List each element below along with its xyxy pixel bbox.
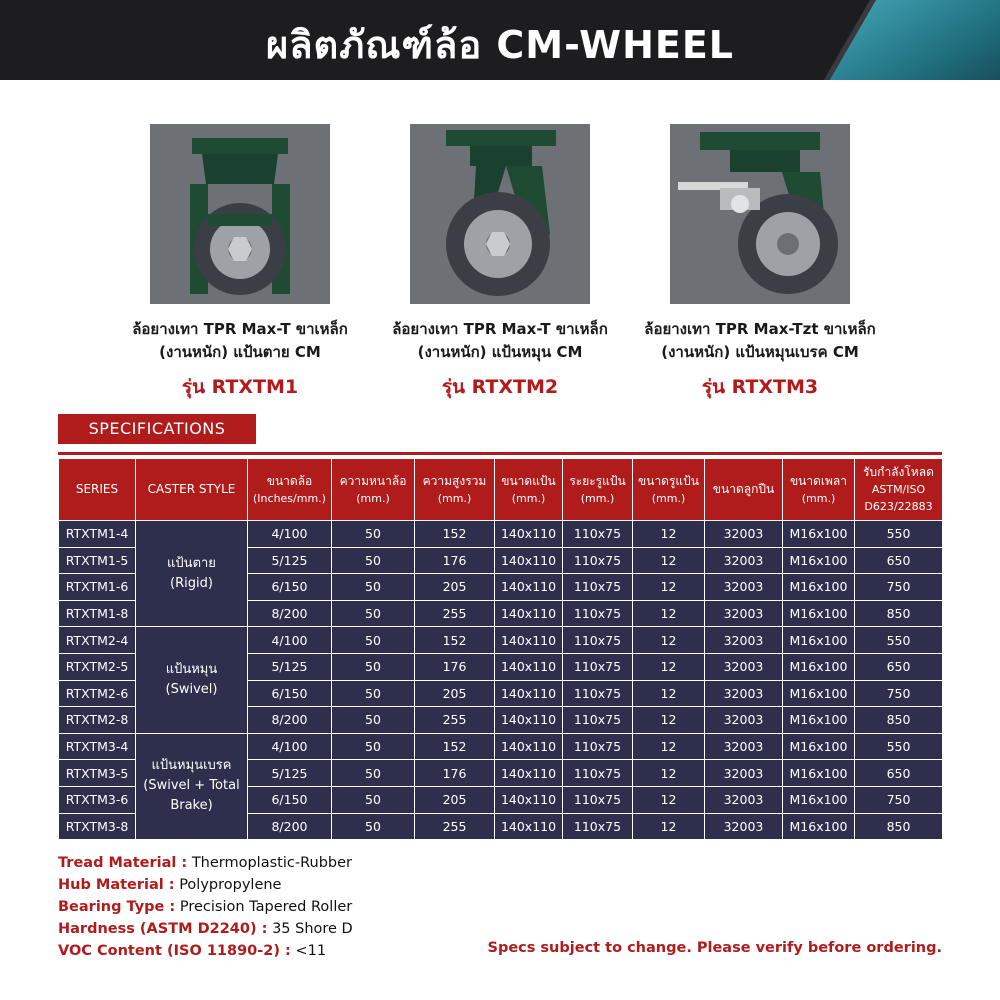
spec-cell: 110x75 (563, 786, 633, 813)
spec-cell: 4/100 (248, 521, 332, 548)
series-cell: RTXTM2-5 (59, 653, 136, 680)
spec-cell: 12 (633, 733, 705, 760)
material-row: Hub Material : Polypropylene (58, 877, 282, 893)
product-card-1 (90, 124, 390, 402)
spec-cell: 255 (415, 813, 495, 840)
spec-cell: 140x110 (495, 600, 563, 627)
spec-cell: 32003 (705, 600, 783, 627)
spec-cell: 32003 (705, 786, 783, 813)
spec-cell: 32003 (705, 733, 783, 760)
spec-cell: 205 (415, 680, 495, 707)
spec-cell: 650 (855, 547, 943, 574)
spec-cell: 550 (855, 521, 943, 548)
material-row: Tread Material : Thermoplastic-Rubber (58, 855, 352, 871)
spec-cell: 32003 (705, 627, 783, 654)
spec-cell: 176 (415, 547, 495, 574)
spec-cell: 8/200 (248, 707, 332, 734)
spec-cell: 550 (855, 733, 943, 760)
series-cell: RTXTM1-5 (59, 547, 136, 574)
spec-cell: 50 (332, 547, 415, 574)
spec-cell: 32003 (705, 653, 783, 680)
caster-swivel-image (410, 124, 590, 304)
spec-cell: 750 (855, 680, 943, 707)
spec-cell: 4/100 (248, 733, 332, 760)
product-card-2 (350, 124, 650, 402)
product-desc-line1: ล้อยางเทา TPR Max-T ขาเหล็ก (132, 320, 348, 338)
series-cell: RTXTM2-6 (59, 680, 136, 707)
caster-style-text: แป้นหมุน (165, 662, 218, 678)
spec-cell: 50 (332, 521, 415, 548)
spec-cell: 140x110 (495, 653, 563, 680)
product-card-3 (610, 124, 910, 402)
spec-cell: 12 (633, 574, 705, 601)
spec-cell: 12 (633, 813, 705, 840)
spec-cell: 12 (633, 760, 705, 787)
spec-cell: 205 (415, 786, 495, 813)
spec-cell: 110x75 (563, 600, 633, 627)
spec-cell: 4/100 (248, 627, 332, 654)
spec-cell: 50 (332, 574, 415, 601)
column-header: ความหนาล้อ (mm.) (332, 459, 415, 521)
spec-cell: 50 (332, 813, 415, 840)
spec-cell: 140x110 (495, 574, 563, 601)
spec-cell: 140x110 (495, 707, 563, 734)
spec-cell: 8/200 (248, 813, 332, 840)
caster-style-cell (136, 733, 248, 839)
spec-cell: 650 (855, 760, 943, 787)
product-desc-line2: (งานหนัก) แป้นหมุน CM (417, 343, 583, 361)
spec-cell: 12 (633, 521, 705, 548)
spec-cell: 550 (855, 627, 943, 654)
spec-cell: 32003 (705, 813, 783, 840)
spec-table (58, 458, 943, 840)
spec-cell: M16x100 (783, 760, 855, 787)
spec-cell: 850 (855, 813, 943, 840)
caster-style-text: แป้นตาย (167, 555, 216, 571)
spec-cell: 850 (855, 600, 943, 627)
column-header: ขนาดรูแป้น (mm.) (633, 459, 705, 521)
caster-style-cell (136, 521, 248, 627)
spec-cell: 176 (415, 653, 495, 680)
spec-cell: 110x75 (563, 707, 633, 734)
spec-cell: 152 (415, 733, 495, 760)
spec-cell: 32003 (705, 760, 783, 787)
spec-cell: 140x110 (495, 733, 563, 760)
series-cell: RTXTM1-8 (59, 600, 136, 627)
spec-cell: 110x75 (563, 653, 633, 680)
specifications-tag: SPECIFICATIONS (58, 414, 256, 444)
caster-rigid-image (150, 124, 330, 304)
spec-cell: 6/150 (248, 680, 332, 707)
spec-cell: 50 (332, 760, 415, 787)
spec-cell: 32003 (705, 680, 783, 707)
table-row (59, 627, 943, 654)
series-cell: RTXTM3-8 (59, 813, 136, 840)
material-row: Bearing Type : Precision Tapered Roller (58, 899, 353, 915)
spec-cell: 650 (855, 653, 943, 680)
spec-cell: 50 (332, 733, 415, 760)
spec-cell: 140x110 (495, 521, 563, 548)
spec-cell: 850 (855, 707, 943, 734)
caster-style-text: Brake) (170, 798, 213, 814)
caster-style-text: (Rigid) (170, 575, 213, 591)
spec-cell: M16x100 (783, 786, 855, 813)
spec-cell: M16x100 (783, 627, 855, 654)
spec-cell: 140x110 (495, 627, 563, 654)
spec-cell: 110x75 (563, 813, 633, 840)
spec-cell: M16x100 (783, 547, 855, 574)
product-desc-line1: ล้อยางเทา TPR Max-T ขาเหล็ก (392, 320, 608, 338)
page-title: ผลิตภัณฑ์ล้อ CM-WHEEL (265, 23, 735, 67)
column-header: ขนาดล้อ (Inches/mm.) (248, 459, 332, 521)
materials-list (58, 852, 353, 962)
product-model: รุ่น RTXTM1 (181, 376, 299, 398)
column-header: ขนาดลูกปืน (705, 459, 783, 521)
spec-cell: 140x110 (495, 813, 563, 840)
divider (58, 452, 942, 455)
spec-cell: 140x110 (495, 760, 563, 787)
spec-cell: 50 (332, 627, 415, 654)
spec-cell: 50 (332, 680, 415, 707)
caster-style-text: (Swivel) (165, 682, 218, 698)
spec-cell: 140x110 (495, 547, 563, 574)
spec-cell: 50 (332, 600, 415, 627)
spec-cell: 750 (855, 786, 943, 813)
spec-cell: M16x100 (783, 813, 855, 840)
spec-cell: 32003 (705, 547, 783, 574)
series-cell: RTXTM2-4 (59, 627, 136, 654)
spec-cell: 110x75 (563, 733, 633, 760)
spec-cell: M16x100 (783, 707, 855, 734)
series-cell: RTXTM3-5 (59, 760, 136, 787)
spec-cell: 32003 (705, 574, 783, 601)
series-cell: RTXTM3-4 (59, 733, 136, 760)
spec-cell: 110x75 (563, 574, 633, 601)
spec-cell: M16x100 (783, 653, 855, 680)
spec-cell: 5/125 (248, 760, 332, 787)
column-header: ความสูงรวม (mm.) (415, 459, 495, 521)
spec-cell: 50 (332, 653, 415, 680)
spec-cell: 6/150 (248, 574, 332, 601)
spec-cell: 110x75 (563, 680, 633, 707)
spec-cell: 140x110 (495, 680, 563, 707)
spec-cell: 110x75 (563, 627, 633, 654)
product-model: รุ่น RTXTM3 (701, 376, 819, 398)
spec-cell: 152 (415, 521, 495, 548)
spec-cell: 32003 (705, 521, 783, 548)
spec-cell: 255 (415, 600, 495, 627)
column-header: ระยะรูแป้น (mm.) (563, 459, 633, 521)
spec-cell: 750 (855, 574, 943, 601)
spec-cell: M16x100 (783, 600, 855, 627)
spec-cell: 12 (633, 547, 705, 574)
spec-cell: M16x100 (783, 521, 855, 548)
column-header: SERIES (59, 459, 136, 521)
spec-cell: 140x110 (495, 786, 563, 813)
spec-cell: 205 (415, 574, 495, 601)
spec-cell: 110x75 (563, 521, 633, 548)
spec-cell: M16x100 (783, 680, 855, 707)
header-banner (0, 0, 1000, 80)
column-header: ขนาดแป้น (mm.) (495, 459, 563, 521)
spec-cell: 176 (415, 760, 495, 787)
spec-cell: 152 (415, 627, 495, 654)
spec-cell: 110x75 (563, 760, 633, 787)
spec-cell: M16x100 (783, 733, 855, 760)
spec-cell: 12 (633, 653, 705, 680)
caster-swivel-brake-image (670, 124, 850, 304)
product-desc-line1: ล้อยางเทา TPR Max-Tzt ขาเหล็ก (644, 320, 876, 338)
series-cell: RTXTM1-6 (59, 574, 136, 601)
spec-cell: 5/125 (248, 547, 332, 574)
column-header: รับกำลังโหลด ASTM/ISO D623/22883 (855, 459, 943, 521)
spec-cell: M16x100 (783, 574, 855, 601)
product-desc-line2: (งานหนัก) แป้นหมุนเบรค CM (661, 343, 859, 361)
spec-cell: 50 (332, 786, 415, 813)
product-desc-line2: (งานหนัก) แป้นตาย CM (159, 343, 321, 361)
spec-cell: 8/200 (248, 600, 332, 627)
material-row: Hardness (ASTM D2240) : 35 Shore D (58, 921, 353, 937)
caster-style-cell (136, 627, 248, 733)
spec-cell: 12 (633, 627, 705, 654)
table-header-row (59, 459, 943, 521)
spec-cell: 6/150 (248, 786, 332, 813)
spec-cell: 255 (415, 707, 495, 734)
spec-cell: 12 (633, 707, 705, 734)
series-cell: RTXTM2-8 (59, 707, 136, 734)
caster-style-text: แป้นหมุนเบรค (151, 758, 232, 774)
series-cell: RTXTM1-4 (59, 521, 136, 548)
spec-cell: 110x75 (563, 547, 633, 574)
spec-cell: 12 (633, 786, 705, 813)
caster-style-text: (Swivel + Total (143, 778, 240, 794)
table-row (59, 733, 943, 760)
spec-cell: 32003 (705, 707, 783, 734)
series-cell: RTXTM3-6 (59, 786, 136, 813)
spec-cell: 12 (633, 680, 705, 707)
product-model: รุ่น RTXTM2 (441, 376, 559, 398)
spec-cell: 12 (633, 600, 705, 627)
spec-cell: 50 (332, 707, 415, 734)
column-header: ขนาดเพลา (mm.) (783, 459, 855, 521)
column-header: CASTER STYLE (136, 459, 248, 521)
material-row: VOC Content (ISO 11890-2) : <11 (58, 943, 327, 959)
spec-cell: 5/125 (248, 653, 332, 680)
disclaimer-note: Specs subject to change. Please verify before ordering. (487, 940, 942, 956)
table-row (59, 521, 943, 548)
